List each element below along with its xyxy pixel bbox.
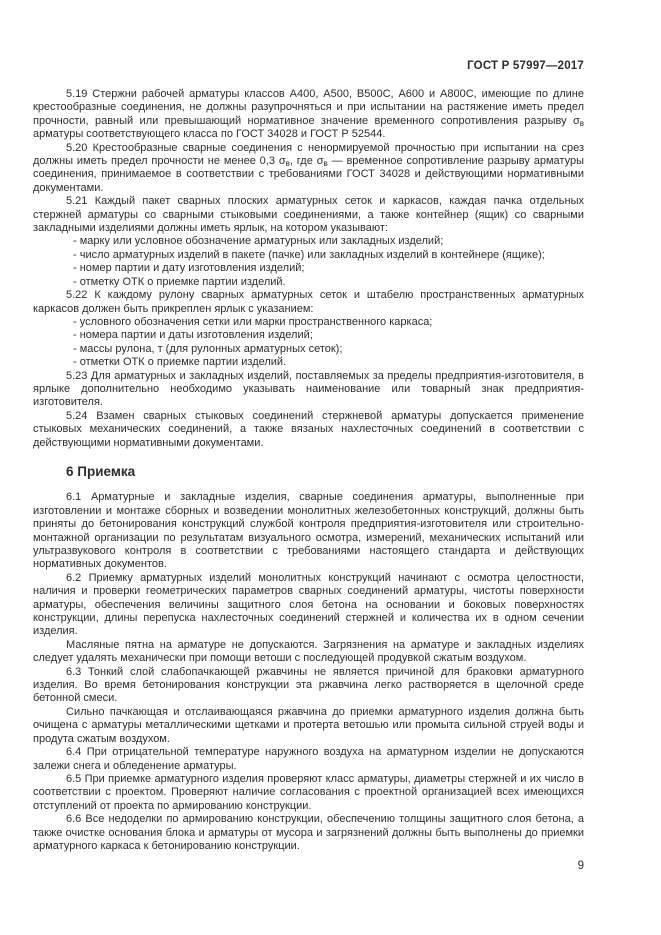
paragraph-5-24: 5.24 Взамен сварных стыковых соединений стержневой арматуры допускается применение стыковых механических соединений, а также вязаных нахлесточных соединений в соответствии с действующими нормативными документами. — [33, 409, 584, 449]
paragraph-6-2: 6.2 Приемку арматурных изделий монолитных конструкций начинают с осмотра целостности, наличия и проверки геометрических параметров сварных соединений арматуры, чистоты поверхности арматуры, обеспечения величины защитного слоя бетона на основании и боковых поверхностях конструкции, длины перепуска нахлесточных соединений стержней и количества их в одном сечении изделия. — [33, 571, 584, 638]
list-item: - число арматурных изделий в пакете (пачке) или закладных изделий в контейнере (ящике); — [73, 248, 545, 261]
list-item: - массы рулона, т (для рулонных арматурных сеток); — [73, 342, 343, 355]
paragraph-6-2-continuation: Масляные пятна на арматуре не допускаются. Загрязнения на арматуре и закладных изделиях следует удалять механически при помощи ветоши с последующей продувкой сжатым воздухом. — [33, 638, 584, 665]
paragraph-5-21: 5.21 Каждый пакет сварных плоских арматурных сеток и каркасов, каждая пачка отдельных стержней арматуры со сварными стыковыми соединениями, а также контейнер (ящик) со сварными закладными изделиями должны иметь ярлык, на котором указывают: — [33, 195, 584, 235]
document-body — [33, 88, 584, 874]
paragraph-5-19: 5.19 Стержни рабочей арматуры классов А400, А500, В500С, А600 и А800С, имеющие по длине крестообразные соединения, не должны разупрочняться и при испытании на растяжение иметь предел прочности, равный или превышающий нормативное значение временного сопротивления разрыву $\sigma_в$ арматуры соответствующего класса по ГОСТ 34028 и ГОСТ Р 52544. — [33, 88, 584, 141]
list-item: - номера партии и даты изготовления изделий; — [73, 329, 313, 342]
list-item: - отметки ОТК о приемке партии изделий. — [73, 356, 287, 369]
section-6-heading: 6 Приемка — [66, 463, 136, 479]
paragraph-6-6: 6.6 Все недоделки по армированию конструкции, обеспечению толщины защитного слоя бетона, а также очистке основания блока и арматуры от мусора и загрязнений должны быть выполнены до приемки арматурного каркаса к бетонированию конструкции. — [33, 813, 584, 852]
paragraph-5-20: 5.20 Крестообразные сварные соединения с ненормируемой прочностью при испытании на срез должны иметь предел прочности не менее 0,3 $\sigma_в$, где $\sigma_в$ — временное сопротивление разрыву арматуры соединения, принимаемое в соответствии с требованиями ГОСТ 34028 и действующими нормативными документами. — [33, 141, 584, 194]
paragraph-6-1: 6.1 Арматурные и закладные изделия, сварные соединения арматуры, выполненные при изготовлении и монтаже сборных и возведении монолитных железобетонных конструкций, должны быть приняты до бетонирования конструкций службой контроля предприятия-изготовителя или строительно-монтажной организации по результатам визуального осмотра, измерений, механических испытаний или ультразвукового контроля в соответствии с требованиями настоящего стандарта и действующих нормативных документов. — [33, 491, 584, 571]
paragraph-6-3-continuation: Сильно пачкающая и отслаивающаяся ржавчина до приемки арматурного изделия должна быть очищена с арматуры металлическими щетками и протерта ветошью или промыта сильной струей воды и продута сжатым воздухом. — [33, 705, 584, 745]
list-item: - отметку ОТК о приемке партии изделий. — [73, 275, 286, 288]
list-item: - условного обозначения сетки или марки пространственного каркаса; — [73, 315, 433, 328]
paragraph-5-23: 5.23 Для арматурных и закладных изделий, поставляемых за пределы предприятия-изготовителя, в ярлыке дополнительно необходимо указывать наименование или товарный знак предприятия-изготовителя. — [33, 369, 584, 409]
paragraph-6-3: 6.3 Тонкий слой слабопачкающей ржавчины не является причиной для браковки арматурного изделия. Во время бетонирования конструкции эта ржавчина легко растворяется в щелочной среде бетонной смеси. — [33, 665, 584, 705]
paragraph-5-22: 5.22 К каждому рулону сварных арматурных сеток и штабелю пространственных арматурных каркасов должен быть прикреплен ярлык с указанием: — [33, 289, 584, 315]
paragraph-6-5: 6.5 При приемке арматурного изделия проверяют класс арматуры, диаметры стержней и их число в соответствии с проектом. Проверяют наличие согласования с проектной организацией всех имеющихся отступлений от проекта по армированию конструкции. — [33, 772, 584, 812]
page-number: 9 — [577, 860, 584, 873]
list-item: - марку или условное обозначение арматурных или закладных изделий; — [73, 235, 444, 248]
paragraph-6-4: 6.4 При отрицательной температуре наружного воздуха на арматурном изделии не допускаются залежи снега и обледенение арматуры. — [33, 746, 584, 772]
list-item: - номер партии и дату изготовления изделий; — [73, 262, 305, 275]
running-header-standard-code: ГОСТ Р 57997—2017 — [467, 60, 584, 72]
